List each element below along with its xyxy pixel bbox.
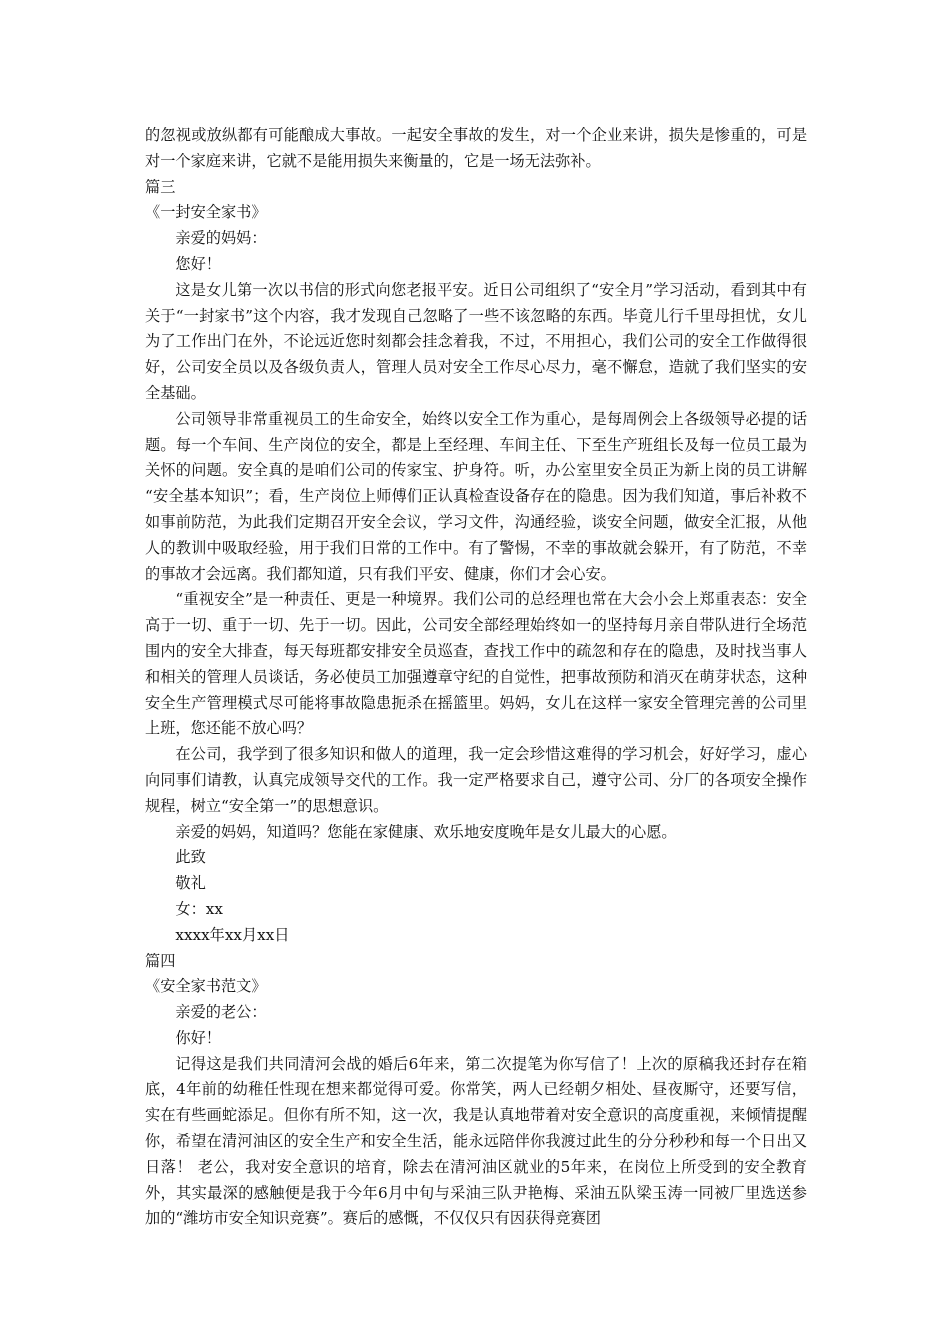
section3-date: xxxx年xx月xx日: [175, 925, 290, 944]
section4-title: 《安全家书范文》: [145, 977, 267, 996]
section3-heading: 篇三: [145, 177, 176, 196]
section3-paragraph-4: 在公司，我学到了很多知识和做人的道理，我一定会珍惜这难得的学习机会，好好学习，虚心向同事们请教，认真完成领导交代的工作。我一定严格要求自己，遵守公司、分厂的各项安全操作规程，树立“安全第一”的思想意识。: [145, 745, 807, 815]
section3-paragraph-5: 亲爱的妈妈，知道吗？您能在家健康、欢乐地安度晚年是女儿最大的心愿。: [175, 822, 677, 841]
section3-title: 《一封安全家书》: [145, 203, 267, 222]
section3-paragraph-3: “重视安全”是一种责任、更是一种境界。我们公司的总经理也常在大会小会上郑重表态：安全高于一切、重于一切、先于一切。因此，公司安全部经理始终如一的坚持每月亲自带队进行全场范围内的安全大排查，每天每班都安排安全员巡查，查找工作中的疏忽和存在的隐患，及时找当事人和相关的管理人员谈话，务必使员工加强遵章守纪的自觉性，把事故预防和消灭在萌芽状态，这种安全生产管理模式尽可能将事故隐患扼杀在摇篮里。妈妈，女儿在这样一家安全管理完善的公司里上班，您还能不放心吗？: [145, 590, 807, 738]
section4-greeting: 你好！: [175, 1028, 221, 1047]
section3-signature: 女：xx: [175, 899, 223, 918]
intro-paragraph: 的忽视或放纵都有可能酿成大事故。一起安全事故的发生，对一个企业来讲，损失是惨重的，可是对一个家庭来讲，它就不是能用损失来衡量的，它是一场无法弥补。: [145, 126, 807, 170]
section4-salutation: 亲爱的老公：: [175, 1003, 267, 1022]
section3-paragraph-1: 这是女儿第一次以书信的形式向您老报平安。近日公司组织了“安全月”学习活动，看到其中有关于“一封家书”这个内容，我才发现自己忽略了一些不该忽略的东西。毕竟儿行千里母担忧，女儿为了工作出门在外，不论远近您时刻都会挂念着我，不过，不用担心，我们公司的安全工作做得很好，公司安全员以及各级负责人，管理人员对安全工作尽心尽力，毫不懈怠，造就了我们坚实的安全基础。: [145, 280, 807, 402]
section3-closing-2: 敬礼: [175, 874, 206, 893]
section3-paragraph-2: 公司领导非常重视员工的生命安全，始终以安全工作为重心，是每周例会上各级领导必提的话题。每一个车间、生产岗位的安全，都是上至经理、车间主任、下至生产班组长及每一位员工最为关怀的问题。安全真的是咱们公司的传家宝、护身符。听，办公室里安全员正为新上岗的员工讲解 “安全基本知识”；看，生产岗位上师傅们正认真检查设备存在的隐患。因为我们知道，事后补救不如事前防范，为此我们定期召开安全会议，学习文件，沟通经验，谈安全问题，做安全汇报，从他人的教训中吸取经验，用于我们日常的工作中。有了警惕，不幸的事故就会躲开，有了防范，不幸的事故才会远离。我们都知道，只有我们平安、健康，你们才会心安。: [145, 409, 807, 583]
section4-paragraph-1: 记得这是我们共同清河会战的婚后6年来，第二次提笔为你写信了！上次的原稿我还封存在箱底，4年前的幼稚任性现在想来都觉得可爱。你常笑，两人已经朝夕相处、昼夜厮守，还要写信，实在有些画蛇添足。但你有所不知，这一次，我是认真地带着对安全意识的高度重视，来倾情提醒你，希望在清河油区的安全生产和安全生活，能永远陪伴你我渡过此生的分分秒秒和每一个日出又日落！ 老公，我对安全意识的培育，除去在清河油区就业的5年来，在岗位上所受到的安全教育外，其实最深的感触便是我于今年6月中旬与采油三队尹艳梅、采油五队梁玉涛一同被厂里选送参加的“潍坊市安全知识竞赛”。赛后的感慨，不仅仅只有因获得竞赛团: [145, 1054, 807, 1228]
document-page: [145, 123, 807, 1232]
section3-greeting: 您好！: [175, 254, 221, 273]
section3-closing-1: 此致: [175, 848, 206, 867]
section3-salutation: 亲爱的妈妈：: [175, 229, 267, 248]
section4-heading: 篇四: [145, 951, 176, 970]
